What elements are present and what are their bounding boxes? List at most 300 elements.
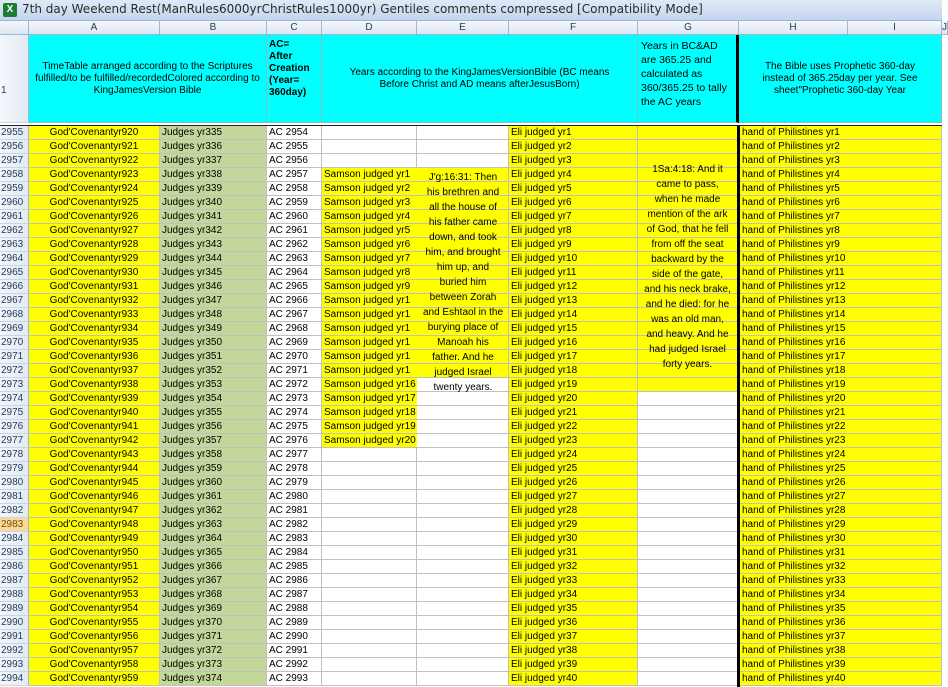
cell-g[interactable]: Eli judged yr33 bbox=[509, 574, 638, 588]
cell-c[interactable]: Judges yr340 bbox=[160, 196, 267, 210]
cell-i[interactable]: hand of Philistines yr27 bbox=[739, 490, 942, 504]
cell-h[interactable] bbox=[638, 518, 739, 532]
cell-e[interactable] bbox=[322, 406, 417, 420]
cell-a[interactable]: God'Covenantyr938 bbox=[29, 378, 160, 392]
cell-c[interactable]: Judges yr336 bbox=[160, 140, 267, 154]
cell-d[interactable]: AC 2961 bbox=[267, 224, 322, 238]
cell-c[interactable]: Judges yr366 bbox=[160, 560, 267, 574]
cell-c[interactable]: Judges yr351 bbox=[160, 350, 267, 364]
cell-f[interactable] bbox=[417, 406, 509, 420]
cell-e[interactable] bbox=[322, 266, 417, 280]
cell-c[interactable]: Judges yr345 bbox=[160, 266, 267, 280]
cell-e[interactable] bbox=[322, 462, 417, 476]
cell-a[interactable]: God'Covenantyr925 bbox=[29, 196, 160, 210]
cell-g[interactable]: Eli judged yr39 bbox=[509, 658, 638, 672]
cell-d[interactable]: AC 2980 bbox=[267, 490, 322, 504]
row-header[interactable]: 2969 bbox=[0, 322, 29, 336]
cell-c[interactable]: Judges yr338 bbox=[160, 168, 267, 182]
cell-e[interactable] bbox=[322, 518, 417, 532]
cell-e[interactable] bbox=[322, 238, 417, 252]
cell-i[interactable]: hand of Philistines yr4 bbox=[739, 168, 942, 182]
cell-c[interactable]: Judges yr361 bbox=[160, 490, 267, 504]
cell-d[interactable]: AC 2960 bbox=[267, 210, 322, 224]
cell-e[interactable] bbox=[322, 252, 417, 266]
cell-a[interactable]: God'Covenantyr922 bbox=[29, 154, 160, 168]
cell-g[interactable]: Eli judged yr22 bbox=[509, 420, 638, 434]
row-header[interactable]: 2960 bbox=[0, 196, 29, 210]
cell-g[interactable]: Eli judged yr28 bbox=[509, 504, 638, 518]
cell-d[interactable]: AC 2972 bbox=[267, 378, 322, 392]
cell-a[interactable]: God'Covenantyr924 bbox=[29, 182, 160, 196]
cell-e[interactable] bbox=[322, 224, 417, 238]
cell-d[interactable]: AC 2974 bbox=[267, 406, 322, 420]
cell-d[interactable]: AC 2985 bbox=[267, 560, 322, 574]
cell-a[interactable]: God'Covenantyr937 bbox=[29, 364, 160, 378]
cell-g[interactable]: Eli judged yr21 bbox=[509, 406, 638, 420]
cell-c[interactable]: Judges yr362 bbox=[160, 504, 267, 518]
row-header[interactable]: 2963 bbox=[0, 238, 29, 252]
cell-g[interactable]: Eli judged yr18 bbox=[509, 364, 638, 378]
cell-e[interactable] bbox=[322, 308, 417, 322]
cell-e[interactable] bbox=[322, 546, 417, 560]
cell-g[interactable]: Eli judged yr5 bbox=[509, 182, 638, 196]
column-header-d[interactable]: D bbox=[322, 21, 417, 35]
cell-a[interactable]: God'Covenantyr934 bbox=[29, 322, 160, 336]
row-header[interactable]: 2968 bbox=[0, 308, 29, 322]
cell-f[interactable] bbox=[417, 532, 509, 546]
row-header[interactable]: 2987 bbox=[0, 574, 29, 588]
row-header[interactable]: 2967 bbox=[0, 294, 29, 308]
cell-f[interactable] bbox=[417, 602, 509, 616]
cell-e[interactable] bbox=[322, 294, 417, 308]
cell-e[interactable] bbox=[322, 448, 417, 462]
cell-c[interactable]: Judges yr348 bbox=[160, 308, 267, 322]
cell-e[interactable] bbox=[322, 196, 417, 210]
cell-i[interactable]: hand of Philistines yr29 bbox=[739, 518, 942, 532]
cell-e[interactable] bbox=[322, 532, 417, 546]
cell-d[interactable]: AC 2993 bbox=[267, 672, 322, 686]
cell-f[interactable] bbox=[417, 140, 509, 154]
cell-g[interactable]: Eli judged yr7 bbox=[509, 210, 638, 224]
cell-d[interactable]: AC 2964 bbox=[267, 266, 322, 280]
cell-f[interactable] bbox=[417, 672, 509, 686]
cell-h[interactable] bbox=[638, 406, 739, 420]
cell-a[interactable]: God'Covenantyr928 bbox=[29, 238, 160, 252]
cell-e[interactable] bbox=[322, 630, 417, 644]
cell-e[interactable] bbox=[322, 476, 417, 490]
cell-g[interactable]: Eli judged yr35 bbox=[509, 602, 638, 616]
cell-c[interactable]: Judges yr368 bbox=[160, 588, 267, 602]
cell-a[interactable]: God'Covenantyr932 bbox=[29, 294, 160, 308]
cell-d[interactable]: AC 2975 bbox=[267, 420, 322, 434]
select-all-corner[interactable] bbox=[0, 21, 29, 35]
cell-f[interactable] bbox=[417, 574, 509, 588]
cell-a[interactable]: God'Covenantyr949 bbox=[29, 532, 160, 546]
cell-e[interactable] bbox=[322, 644, 417, 658]
cell-h[interactable] bbox=[638, 616, 739, 630]
cell-d[interactable]: AC 2956 bbox=[267, 154, 322, 168]
cell-h[interactable] bbox=[638, 140, 739, 154]
cell-c[interactable]: Judges yr358 bbox=[160, 448, 267, 462]
cell-i[interactable]: hand of Philistines yr11 bbox=[739, 266, 942, 280]
cell-i[interactable]: hand of Philistines yr13 bbox=[739, 294, 942, 308]
cell-a[interactable]: God'Covenantyr956 bbox=[29, 630, 160, 644]
cell-i[interactable]: hand of Philistines yr24 bbox=[739, 448, 942, 462]
row-header[interactable]: 2989 bbox=[0, 602, 29, 616]
cell-i[interactable]: hand of Philistines yr1 bbox=[739, 126, 942, 140]
cell-i[interactable]: hand of Philistines yr6 bbox=[739, 196, 942, 210]
cell-i[interactable]: hand of Philistines yr14 bbox=[739, 308, 942, 322]
cell-c[interactable]: Judges yr364 bbox=[160, 532, 267, 546]
cell-d[interactable]: AC 2978 bbox=[267, 462, 322, 476]
cell-c[interactable]: Judges yr355 bbox=[160, 406, 267, 420]
cell-c[interactable]: Judges yr350 bbox=[160, 336, 267, 350]
cell-g[interactable]: Eli judged yr40 bbox=[509, 672, 638, 686]
cell-h[interactable] bbox=[638, 490, 739, 504]
row-header[interactable]: 2956 bbox=[0, 140, 29, 154]
cell-f[interactable] bbox=[417, 434, 509, 448]
cell-h[interactable] bbox=[638, 560, 739, 574]
cell-g[interactable]: Eli judged yr1 bbox=[509, 126, 638, 140]
cell-c[interactable]: Judges yr339 bbox=[160, 182, 267, 196]
cell-a[interactable]: God'Covenantyr957 bbox=[29, 644, 160, 658]
cell-a[interactable]: God'Covenantyr948 bbox=[29, 518, 160, 532]
cell-a[interactable]: God'Covenantyr920 bbox=[29, 126, 160, 140]
cell-g[interactable]: Eli judged yr14 bbox=[509, 308, 638, 322]
cell-g[interactable]: Eli judged yr27 bbox=[509, 490, 638, 504]
cell-i[interactable]: hand of Philistines yr17 bbox=[739, 350, 942, 364]
row-header[interactable]: 1 bbox=[0, 35, 29, 123]
cell-a[interactable]: God'Covenantyr935 bbox=[29, 336, 160, 350]
cell-d[interactable]: AC 2969 bbox=[267, 336, 322, 350]
row-header[interactable]: 2973 bbox=[0, 378, 29, 392]
cell-c[interactable]: Judges yr344 bbox=[160, 252, 267, 266]
cell-i[interactable]: hand of Philistines yr30 bbox=[739, 532, 942, 546]
row-header[interactable]: 2957 bbox=[0, 154, 29, 168]
cell-d[interactable]: AC 2955 bbox=[267, 140, 322, 154]
cell-g[interactable]: Eli judged yr37 bbox=[509, 630, 638, 644]
column-header-h[interactable]: H bbox=[739, 21, 848, 35]
header-cell-i[interactable] bbox=[739, 35, 942, 123]
cell-i[interactable]: hand of Philistines yr31 bbox=[739, 546, 942, 560]
cell-h[interactable] bbox=[638, 126, 739, 140]
cell-e[interactable] bbox=[322, 602, 417, 616]
cell-g[interactable]: Eli judged yr11 bbox=[509, 266, 638, 280]
cell-d[interactable]: AC 2971 bbox=[267, 364, 322, 378]
column-header-i[interactable]: I bbox=[848, 21, 942, 35]
cell-c[interactable]: Judges yr347 bbox=[160, 294, 267, 308]
cell-e[interactable] bbox=[322, 336, 417, 350]
row-header[interactable]: 2993 bbox=[0, 658, 29, 672]
cell-i[interactable]: hand of Philistines yr7 bbox=[739, 210, 942, 224]
header-cell-e[interactable] bbox=[322, 35, 638, 123]
cell-i[interactable]: hand of Philistines yr32 bbox=[739, 560, 942, 574]
cell-g[interactable]: Eli judged yr26 bbox=[509, 476, 638, 490]
cell-e[interactable] bbox=[322, 434, 417, 448]
cell-a[interactable]: God'Covenantyr952 bbox=[29, 574, 160, 588]
cell-f[interactable] bbox=[417, 546, 509, 560]
row-header[interactable]: 2986 bbox=[0, 560, 29, 574]
cell-d[interactable]: AC 2976 bbox=[267, 434, 322, 448]
cell-h[interactable] bbox=[638, 602, 739, 616]
cell-h[interactable] bbox=[638, 644, 739, 658]
column-header-b[interactable]: B bbox=[160, 21, 267, 35]
cell-d[interactable]: AC 2967 bbox=[267, 308, 322, 322]
cell-a[interactable]: God'Covenantyr944 bbox=[29, 462, 160, 476]
cell-c[interactable]: Judges yr353 bbox=[160, 378, 267, 392]
cell-a[interactable]: God'Covenantyr959 bbox=[29, 672, 160, 686]
column-header-f[interactable]: F bbox=[509, 21, 638, 35]
cell-h[interactable] bbox=[638, 462, 739, 476]
cell-i[interactable]: hand of Philistines yr22 bbox=[739, 420, 942, 434]
cell-a[interactable]: God'Covenantyr955 bbox=[29, 616, 160, 630]
cell-e[interactable] bbox=[322, 350, 417, 364]
cell-a[interactable]: God'Covenantyr926 bbox=[29, 210, 160, 224]
cell-g[interactable]: Eli judged yr36 bbox=[509, 616, 638, 630]
cell-e[interactable] bbox=[322, 364, 417, 378]
cell-e[interactable] bbox=[322, 392, 417, 406]
row-header[interactable]: 2984 bbox=[0, 532, 29, 546]
column-header-c[interactable]: C bbox=[267, 21, 322, 35]
cell-i[interactable]: hand of Philistines yr18 bbox=[739, 364, 942, 378]
cell-f[interactable] bbox=[417, 616, 509, 630]
cell-c[interactable]: Judges yr343 bbox=[160, 238, 267, 252]
row-header[interactable]: 2978 bbox=[0, 448, 29, 462]
header-cell-a[interactable] bbox=[29, 35, 267, 123]
cell-e[interactable] bbox=[322, 210, 417, 224]
cell-i[interactable]: hand of Philistines yr26 bbox=[739, 476, 942, 490]
cell-g[interactable]: Eli judged yr15 bbox=[509, 322, 638, 336]
cell-g[interactable]: Eli judged yr10 bbox=[509, 252, 638, 266]
cell-h[interactable] bbox=[638, 420, 739, 434]
cell-f[interactable] bbox=[417, 588, 509, 602]
cell-d[interactable]: AC 2977 bbox=[267, 448, 322, 462]
cell-e[interactable] bbox=[322, 588, 417, 602]
cell-i[interactable]: hand of Philistines yr2 bbox=[739, 140, 942, 154]
cell-i[interactable]: hand of Philistines yr8 bbox=[739, 224, 942, 238]
cell-d[interactable]: AC 2992 bbox=[267, 658, 322, 672]
cell-f[interactable] bbox=[417, 644, 509, 658]
cell-f[interactable] bbox=[417, 448, 509, 462]
cell-i[interactable]: hand of Philistines yr10 bbox=[739, 252, 942, 266]
row-header[interactable]: 2979 bbox=[0, 462, 29, 476]
cell-i[interactable]: hand of Philistines yr38 bbox=[739, 644, 942, 658]
cell-h[interactable] bbox=[638, 504, 739, 518]
cell-e[interactable] bbox=[322, 322, 417, 336]
row-header[interactable]: 2971 bbox=[0, 350, 29, 364]
cell-a[interactable]: God'Covenantyr933 bbox=[29, 308, 160, 322]
row-header[interactable]: 2983 bbox=[0, 518, 29, 532]
cell-g[interactable]: Eli judged yr25 bbox=[509, 462, 638, 476]
cell-a[interactable]: God'Covenantyr923 bbox=[29, 168, 160, 182]
cell-e[interactable] bbox=[322, 616, 417, 630]
row-header[interactable]: 2981 bbox=[0, 490, 29, 504]
cell-f[interactable] bbox=[417, 126, 509, 140]
cell-i[interactable]: hand of Philistines yr19 bbox=[739, 378, 942, 392]
cell-g[interactable]: Eli judged yr32 bbox=[509, 560, 638, 574]
cell-e[interactable] bbox=[322, 378, 417, 392]
cell-a[interactable]: God'Covenantyr947 bbox=[29, 504, 160, 518]
row-header[interactable]: 2974 bbox=[0, 392, 29, 406]
cell-c[interactable]: Judges yr346 bbox=[160, 280, 267, 294]
cell-e[interactable] bbox=[322, 280, 417, 294]
cell-f[interactable] bbox=[417, 462, 509, 476]
row-header[interactable]: 2992 bbox=[0, 644, 29, 658]
cell-a[interactable]: God'Covenantyr954 bbox=[29, 602, 160, 616]
cell-f[interactable] bbox=[417, 518, 509, 532]
cell-d[interactable]: AC 2970 bbox=[267, 350, 322, 364]
column-header-a[interactable]: A bbox=[29, 21, 160, 35]
cell-c[interactable]: Judges yr367 bbox=[160, 574, 267, 588]
cell-d[interactable]: AC 2987 bbox=[267, 588, 322, 602]
cell-e[interactable] bbox=[322, 560, 417, 574]
row-header[interactable]: 2966 bbox=[0, 280, 29, 294]
cell-e[interactable] bbox=[322, 126, 417, 140]
cell-g[interactable]: Eli judged yr8 bbox=[509, 224, 638, 238]
cell-a[interactable]: God'Covenantyr942 bbox=[29, 434, 160, 448]
row-header[interactable]: 2964 bbox=[0, 252, 29, 266]
row-header[interactable]: 2990 bbox=[0, 616, 29, 630]
header-cell-h[interactable] bbox=[638, 35, 739, 123]
row-header[interactable]: 2977 bbox=[0, 434, 29, 448]
cell-g[interactable]: Eli judged yr29 bbox=[509, 518, 638, 532]
row-header[interactable]: 2982 bbox=[0, 504, 29, 518]
cell-a[interactable]: God'Covenantyr931 bbox=[29, 280, 160, 294]
cell-d[interactable]: AC 2966 bbox=[267, 294, 322, 308]
cell-g[interactable]: Eli judged yr19 bbox=[509, 378, 638, 392]
cell-i[interactable]: hand of Philistines yr9 bbox=[739, 238, 942, 252]
cell-i[interactable]: hand of Philistines yr35 bbox=[739, 602, 942, 616]
cell-f[interactable] bbox=[417, 490, 509, 504]
cell-c[interactable]: Judges yr357 bbox=[160, 434, 267, 448]
cell-c[interactable]: Judges yr372 bbox=[160, 644, 267, 658]
cell-h[interactable] bbox=[638, 672, 739, 686]
cell-i[interactable]: hand of Philistines yr21 bbox=[739, 406, 942, 420]
cell-i[interactable]: hand of Philistines yr37 bbox=[739, 630, 942, 644]
cell-i[interactable]: hand of Philistines yr5 bbox=[739, 182, 942, 196]
cell-f[interactable] bbox=[417, 154, 509, 168]
cell-g[interactable]: Eli judged yr34 bbox=[509, 588, 638, 602]
column-header-j[interactable]: J bbox=[942, 22, 947, 33]
cell-c[interactable]: Judges yr373 bbox=[160, 658, 267, 672]
cell-d[interactable]: AC 2968 bbox=[267, 322, 322, 336]
cell-g[interactable]: Eli judged yr24 bbox=[509, 448, 638, 462]
cell-d[interactable]: AC 2962 bbox=[267, 238, 322, 252]
cell-i[interactable]: hand of Philistines yr23 bbox=[739, 434, 942, 448]
cell-d[interactable]: AC 2958 bbox=[267, 182, 322, 196]
cell-h[interactable] bbox=[638, 588, 739, 602]
cell-c[interactable]: Judges yr356 bbox=[160, 420, 267, 434]
cell-g[interactable]: Eli judged yr23 bbox=[509, 434, 638, 448]
row-header[interactable]: 2965 bbox=[0, 266, 29, 280]
cell-h[interactable] bbox=[638, 574, 739, 588]
cell-f[interactable] bbox=[417, 476, 509, 490]
cell-i[interactable]: hand of Philistines yr39 bbox=[739, 658, 942, 672]
cell-d[interactable]: AC 2973 bbox=[267, 392, 322, 406]
cell-d[interactable]: AC 2981 bbox=[267, 504, 322, 518]
cell-h[interactable] bbox=[638, 434, 739, 448]
row-header[interactable]: 2988 bbox=[0, 588, 29, 602]
cell-a[interactable]: God'Covenantyr939 bbox=[29, 392, 160, 406]
cell-f[interactable] bbox=[417, 630, 509, 644]
row-header[interactable]: 2975 bbox=[0, 406, 29, 420]
cell-h[interactable] bbox=[638, 630, 739, 644]
cell-c[interactable]: Judges yr352 bbox=[160, 364, 267, 378]
cell-d[interactable]: AC 2965 bbox=[267, 280, 322, 294]
cell-e[interactable] bbox=[322, 420, 417, 434]
row-header[interactable]: 2976 bbox=[0, 420, 29, 434]
cell-a[interactable]: God'Covenantyr940 bbox=[29, 406, 160, 420]
cell-i[interactable]: hand of Philistines yr12 bbox=[739, 280, 942, 294]
cell-i[interactable]: hand of Philistines yr15 bbox=[739, 322, 942, 336]
cell-i[interactable]: hand of Philistines yr33 bbox=[739, 574, 942, 588]
cell-c[interactable]: Judges yr337 bbox=[160, 154, 267, 168]
cell-d[interactable]: AC 2963 bbox=[267, 252, 322, 266]
cell-e[interactable] bbox=[322, 658, 417, 672]
cell-e[interactable] bbox=[322, 504, 417, 518]
cell-e[interactable] bbox=[322, 490, 417, 504]
cell-h[interactable] bbox=[638, 392, 739, 406]
cell-a[interactable]: God'Covenantyr953 bbox=[29, 588, 160, 602]
cell-a[interactable]: God'Covenantyr929 bbox=[29, 252, 160, 266]
cell-a[interactable]: God'Covenantyr941 bbox=[29, 420, 160, 434]
row-header[interactable]: 2961 bbox=[0, 210, 29, 224]
row-header[interactable]: 2962 bbox=[0, 224, 29, 238]
cell-g[interactable]: Eli judged yr16 bbox=[509, 336, 638, 350]
cell-g[interactable]: Eli judged yr20 bbox=[509, 392, 638, 406]
cell-a[interactable]: God'Covenantyr945 bbox=[29, 476, 160, 490]
row-header[interactable]: 2955 bbox=[0, 126, 29, 140]
cell-i[interactable]: hand of Philistines yr16 bbox=[739, 336, 942, 350]
cell-a[interactable]: God'Covenantyr921 bbox=[29, 140, 160, 154]
cell-a[interactable]: God'Covenantyr951 bbox=[29, 560, 160, 574]
cell-g[interactable]: Eli judged yr6 bbox=[509, 196, 638, 210]
row-header[interactable]: 2958 bbox=[0, 168, 29, 182]
cell-c[interactable]: Judges yr365 bbox=[160, 546, 267, 560]
row-header[interactable]: 2972 bbox=[0, 364, 29, 378]
cell-e[interactable] bbox=[322, 168, 417, 182]
cell-e[interactable] bbox=[322, 574, 417, 588]
cell-d[interactable]: AC 2979 bbox=[267, 476, 322, 490]
cell-g[interactable]: Eli judged yr30 bbox=[509, 532, 638, 546]
column-header-g[interactable]: G bbox=[638, 21, 739, 35]
row-header[interactable]: 2980 bbox=[0, 476, 29, 490]
cell-f[interactable] bbox=[417, 560, 509, 574]
row-header[interactable]: 2970 bbox=[0, 336, 29, 350]
column-header-e[interactable]: E bbox=[417, 21, 509, 35]
cell-i[interactable]: hand of Philistines yr40 bbox=[739, 672, 942, 686]
row-header[interactable]: 2994 bbox=[0, 672, 29, 686]
cell-i[interactable]: hand of Philistines yr20 bbox=[739, 392, 942, 406]
cell-f[interactable] bbox=[417, 420, 509, 434]
cell-a[interactable]: God'Covenantyr936 bbox=[29, 350, 160, 364]
cell-g[interactable]: Eli judged yr38 bbox=[509, 644, 638, 658]
cell-c[interactable]: Judges yr341 bbox=[160, 210, 267, 224]
cell-a[interactable]: God'Covenantyr950 bbox=[29, 546, 160, 560]
cell-a[interactable]: God'Covenantyr927 bbox=[29, 224, 160, 238]
cell-i[interactable]: hand of Philistines yr28 bbox=[739, 504, 942, 518]
cell-e[interactable] bbox=[322, 154, 417, 168]
cell-h[interactable] bbox=[638, 658, 739, 672]
cell-c[interactable]: Judges yr360 bbox=[160, 476, 267, 490]
cell-d[interactable]: AC 2983 bbox=[267, 532, 322, 546]
cell-d[interactable]: AC 2988 bbox=[267, 602, 322, 616]
cell-d[interactable]: AC 2991 bbox=[267, 644, 322, 658]
cell-f[interactable] bbox=[417, 504, 509, 518]
cell-e[interactable] bbox=[322, 182, 417, 196]
cell-i[interactable]: hand of Philistines yr3 bbox=[739, 154, 942, 168]
cell-c[interactable]: Judges yr354 bbox=[160, 392, 267, 406]
